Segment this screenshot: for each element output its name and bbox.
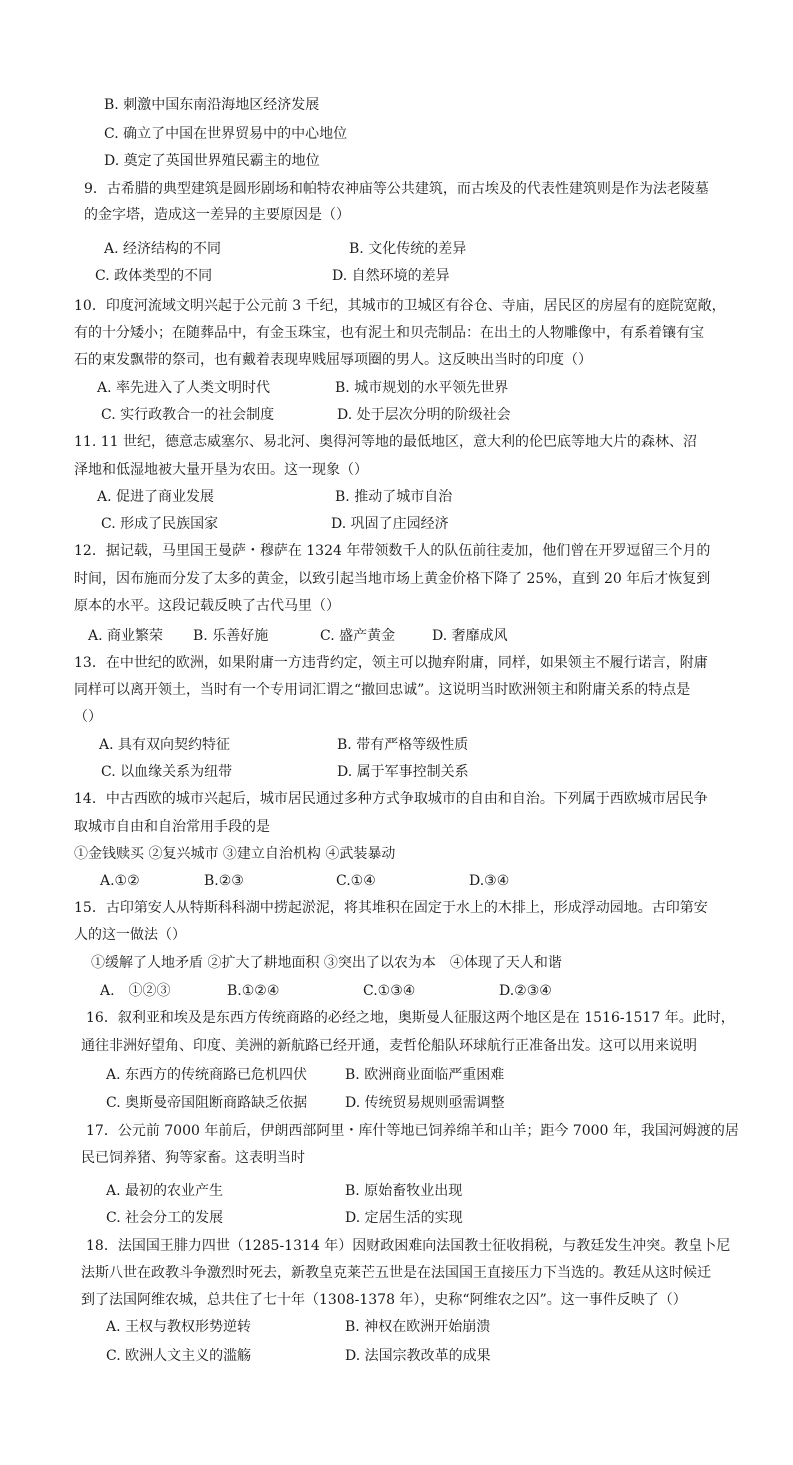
q16-option-b: B. 欧洲商业面临严重困难 [345, 1067, 505, 1083]
q16-option-d: D. 传统贸易规则亟需调整 [345, 1095, 505, 1111]
q12-option-b: B. 乐善好施 [193, 628, 269, 644]
q13-stem-line3: （） [74, 709, 102, 725]
q13-option-a: A. 具有双向契约特征 [99, 737, 231, 753]
q14-option-a: A.①② [100, 873, 140, 889]
q10-option-a: A. 率先进入了人类文明时代 [97, 380, 271, 396]
q12-option-c: C. 盛产黄金 [320, 628, 396, 644]
q10-option-c: C. 实行政教合一的社会制度 [101, 407, 275, 423]
q9-stem-line1: 9．古希腊的典型建筑是圆形剧场和帕特农神庙等公共建筑，而古埃及的代表性建筑则是作为法老陵墓 [84, 181, 709, 197]
q9-option-a: A. 经济结构的不同 [104, 241, 222, 257]
q14-items: ①金钱赎买 ②复兴城市 ③建立自治机构 ④武装暴动 [74, 846, 396, 862]
q15-option-c: C.①③④ [363, 983, 416, 999]
q14-stem-line1: 14．中古西欧的城市兴起后，城市居民通过多种方式争取城市的自由和自治。下列属于西欧城市居民争 [74, 791, 708, 807]
q16-stem-line2: 通往非洲好望角、印度、美洲的新航路已经开通，麦哲伦船队环球航行正准备出发。这可以用来说明 [81, 1038, 697, 1054]
q15-option-a: A. ①②③ [100, 983, 171, 999]
q18-option-a: A. 王权与教权形势逆转 [106, 1319, 252, 1335]
q11-option-a: A. 促进了商业发展 [97, 489, 215, 505]
q11-stem-line2: 泽地和低湿地被大量开垦为农田。这一现象（） [74, 462, 368, 478]
q13-option-c: C. 以血缘关系为纽带 [101, 764, 233, 780]
q18-option-c: C. 欧洲人文主义的滥觞 [106, 1348, 252, 1364]
q16-option-c: C. 奥斯曼帝国阻断商路缺乏依据 [106, 1095, 308, 1111]
q12-stem-line2: 时间，因布施而分发了太多的黄金，以致引起当地市场上黄金价格下降了 25%，直到 20 年后才恢复到 [74, 571, 711, 587]
q13-stem-line2: 同样可以离开领土，当时有一个专用词汇谓之“撤回忠诚”。这说明当时欧洲领主和附庸关系的特点是 [74, 682, 691, 698]
q12-stem-line1: 12．据记载，马里国王曼萨・穆萨在 1324 年带领数千人的队伍前往麦加，他们曾在开罗逗留三个月的 [74, 543, 711, 559]
q17-stem-line1: 17．公元前 7000 年前后，伊朗西部阿里・库什等地已饲养绵羊和山羊；距今 7000 年，我国河姆渡的居 [86, 1123, 739, 1139]
q13-option-b: B. 带有严格等级性质 [337, 737, 469, 753]
q10-stem-line3: 石的束发飘带的祭司，也有戴着表现卑贱屈辱项圈的男人。这反映出当时的印度（） [74, 352, 592, 368]
q8-option-d: D. 奠定了英国世界殖民霸主的地位 [104, 153, 320, 169]
q17-option-c: C. 社会分工的发展 [106, 1210, 224, 1226]
q8-option-b: B. 刺激中国东南沿海地区经济发展 [104, 97, 320, 113]
q10-stem-line1: 10．印度河流域文明兴起于公元前 3 千纪，其城市的卫城区有谷仓、寺庙，居民区的房屋有的庭院宽敞， [74, 298, 726, 314]
q14-option-c: C.①④ [336, 873, 376, 889]
q18-option-d: D. 法国宗教改革的成果 [345, 1348, 491, 1364]
q11-stem-line1: 11. 11 世纪，德意志威塞尔、易北河、奥得河等地的最低地区，意大利的伦巴底等地大片的森林、沼 [74, 434, 697, 450]
q17-option-d: D. 定居生活的实现 [345, 1210, 463, 1226]
q15-stem-line2: 人的这一做法（） [74, 927, 186, 943]
q10-stem-line2: 有的十分矮小；在随葬品中，有金玉珠宝，也有泥土和贝壳制品：在出土的人物雕像中，有系着镶有宝 [74, 325, 704, 341]
q17-option-b: B. 原始畜牧业出现 [345, 1183, 463, 1199]
q15-items: ①缓解了人地矛盾 ②扩大了耕地面积 ③突出了以农为本 ④体现了天人和谐 [91, 955, 562, 971]
q13-option-d: D. 属于军事控制关系 [337, 764, 469, 780]
q12-stem-line3: 原本的水平。这段记载反映了古代马里（） [74, 598, 340, 614]
q9-option-c: C. 政体类型的不同 [95, 268, 213, 284]
q12-option-d: D. 奢靡成风 [432, 628, 508, 644]
q9-stem-line2: 的金字塔，造成这一差异的主要原因是（） [84, 207, 350, 223]
q15-option-d: D.②③④ [499, 983, 552, 999]
q11-option-c: C. 形成了民族国家 [101, 516, 219, 532]
q13-stem-line1: 13．在中世纪的欧洲，如果附庸一方违背约定，领主可以抛弃附庸，同样，如果领主不履行诺言，附庸 [74, 655, 708, 671]
q17-stem-line2: 民已饲养猪、狗等家畜。这表明当时 [81, 1150, 305, 1166]
q14-stem-line2: 取城市自由和自治常用手段的是 [74, 819, 270, 835]
q12-option-a: A. 商业繁荣 [88, 628, 164, 644]
q10-option-b: B. 城市规划的水平领先世界 [335, 380, 509, 396]
q14-option-d: D.③④ [469, 873, 510, 889]
q14-option-b: B.②③ [204, 873, 244, 889]
q15-option-b: B.①②④ [227, 983, 280, 999]
q9-option-d: D. 自然环境的差异 [332, 268, 450, 284]
q9-option-b: B. 文化传统的差异 [349, 241, 467, 257]
q18-option-b: B. 神权在欧洲开始崩溃 [345, 1319, 491, 1335]
q11-option-b: B. 推动了城市自治 [335, 489, 453, 505]
q17-option-a: A. 最初的农业产生 [106, 1183, 224, 1199]
q15-stem-line1: 15．古印第安人从特斯科科湖中捞起淤泥，将其堆积在固定于水上的木排上，形成浮动园地。古印第安 [74, 900, 708, 916]
q18-stem-line3: 到了法国阿维农城，总共住了七十年（1308-1378 年），史称“阿维农之囚”。这一事件反映了（） [81, 1292, 687, 1308]
q8-option-c: C. 确立了中国在世界贸易中的中心地位 [104, 126, 348, 142]
q10-option-d: D. 处于层次分明的阶级社会 [337, 407, 511, 423]
q18-stem-line1: 18．法国国王腓力四世（1285-1314 年）因财政困难向法国教士征收捐税，与教廷发生冲突。教皇卜尼 [86, 1238, 731, 1254]
q11-option-d: D. 巩固了庄园经济 [331, 516, 449, 532]
q16-stem-line1: 16．叙利亚和埃及是东西方传统商路的必经之地，奥斯曼人征服这两个地区是在 1516-1517 年。此时， [86, 1010, 735, 1026]
q16-option-a: A. 东西方的传统商路已危机四伏 [106, 1067, 308, 1083]
q18-stem-line2: 法斯八世在政教斗争激烈时死去，新教皇克莱芒五世是在法国国王直接压力下当选的。教廷从这时候迁 [81, 1265, 711, 1281]
